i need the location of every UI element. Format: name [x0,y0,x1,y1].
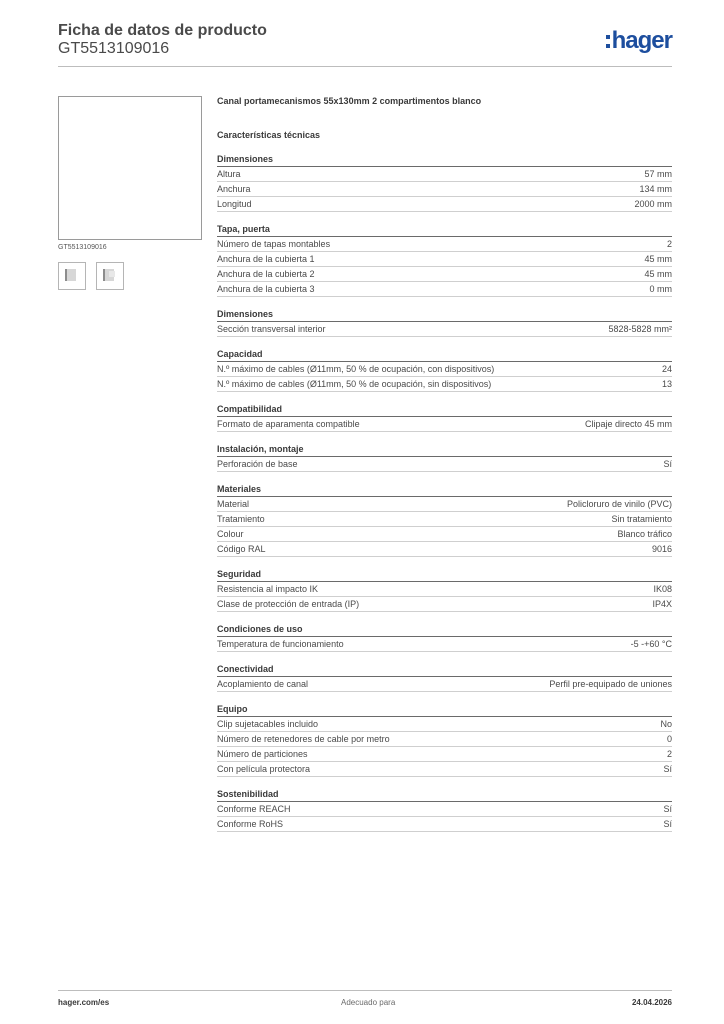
spec-value: 2 [666,239,672,249]
image-caption: GT5513109016 [58,244,107,251]
spec-section [217,623,672,652]
spec-section [217,483,672,557]
spec-label: Sección transversal interior [217,324,326,334]
spec-label: Acoplamiento de canal [217,679,309,689]
spec-value: No [660,719,672,729]
spec-label: Código RAL [217,544,266,554]
spec-label: Anchura de la cubierta 2 [217,269,315,279]
spec-label: Conforme RoHS [217,819,284,829]
spec-label: Clase de protección de entrada (IP) [217,599,360,609]
spec-label: Altura [217,169,241,179]
spec-value: 0 [666,734,672,744]
spec-row [217,762,672,777]
spec-row [217,677,672,692]
section-title: Dimensiones [217,308,672,322]
spec-content [217,94,672,832]
footer-website[interactable]: hager.com/es [58,998,110,1007]
spec-label: Número de tapas montables [217,239,331,249]
spec-value: Sí [663,459,672,469]
section-title: Conectividad [217,663,672,677]
spec-value: 9016 [651,544,672,554]
spec-label: Longitud [217,199,252,209]
spec-label: N.º máximo de cables (Ø11mm, 50 % de ocupación, con dispositivos) [217,364,495,374]
product-thumbnail-icon[interactable] [58,262,86,290]
spec-value: Perfil pre-equipado de uniones [549,679,672,689]
spec-value: 57 mm [644,169,672,179]
spec-label: Número de particiones [217,749,308,759]
footer-date: 24.04.2026 [631,998,672,1007]
spec-label: Anchura de la cubierta 1 [217,254,315,264]
spec-section [217,403,672,432]
spec-value: 13 [661,379,672,389]
product-code: GT5513109016 [58,40,170,57]
spec-label: Material [217,499,250,509]
spec-row [217,802,672,817]
spec-label: Colour [217,529,244,539]
section-title: Sostenibilidad [217,788,672,802]
spec-row [217,377,672,392]
spec-label: Formato de aparamenta compatible [217,419,360,429]
spec-row [217,497,672,512]
spec-row [217,542,672,557]
product-image [58,96,202,240]
spec-value: Sí [663,764,672,774]
spec-value: Blanco tráfico [617,529,672,539]
spec-section [217,153,672,212]
spec-row [217,717,672,732]
spec-value: Sí [663,804,672,814]
section-title: Capacidad [217,348,672,362]
spec-label: Tratamiento [217,514,265,524]
section-title: Instalación, montaje [217,443,672,457]
spec-row [217,527,672,542]
spec-label: Con película protectora [217,764,311,774]
spec-value: 5828-5828 mm² [608,324,672,334]
spec-label: Clip sujetacables incluido [217,719,319,729]
spec-value: 0 mm [649,284,672,294]
spec-label: Anchura de la cubierta 3 [217,284,315,294]
spec-value: 2 [666,749,672,759]
spec-value: IK08 [653,584,672,594]
spec-value: 24 [661,364,672,374]
spec-value: 134 mm [639,184,672,194]
section-title: Compatibilidad [217,403,672,417]
page-header [58,22,678,58]
spec-row [217,582,672,597]
section-title: Equipo [217,703,672,717]
spec-row [217,817,672,832]
spec-row [217,322,672,337]
spec-label: Número de retenedores de cable por metro [217,734,390,744]
spec-label: Anchura [217,184,251,194]
spec-row [217,182,672,197]
hager-logo [606,28,672,54]
section-title: Tapa, puerta [217,223,672,237]
section-title: Materiales [217,483,672,497]
spec-row [217,197,672,212]
spec-row [217,282,672,297]
spec-section [217,348,672,392]
technical-characteristics-title: Características técnicas [217,130,321,140]
spec-row [217,237,672,252]
spec-value: Clipaje directo 45 mm [584,419,672,429]
spec-value: Policloruro de vinilo (PVC) [566,499,672,509]
spec-section [217,443,672,472]
spec-value: 45 mm [644,254,672,264]
spec-section [217,703,672,777]
spec-value: 2000 mm [634,199,672,209]
spec-row [217,747,672,762]
spec-value: Sin tratamiento [611,514,672,524]
spec-row [217,167,672,182]
spec-row [217,732,672,747]
spec-value: -5 -+60 °C [630,639,672,649]
footer-divider [58,990,672,991]
spec-row [217,457,672,472]
logo-dots-icon [606,35,610,49]
spec-label: Temperatura de funcionamiento [217,639,344,649]
spec-row [217,597,672,612]
spec-label: N.º máximo de cables (Ø11mm, 50 % de ocupación, sin dispositivos) [217,379,492,389]
spec-row [217,637,672,652]
header-divider [58,66,672,67]
spec-label: Resistencia al impacto IK [217,584,319,594]
section-title: Dimensiones [217,153,672,167]
spec-value: IP4X [652,599,672,609]
spec-value: Sí [663,819,672,829]
spec-section [217,788,672,832]
spec-sections [217,153,672,832]
document-title: Ficha de datos de producto [58,22,267,39]
product-name: Canal portamecanismos 55x130mm 2 compartimentos blanco [217,96,482,106]
spec-section [217,568,672,612]
spec-value: 45 mm [644,269,672,279]
spec-label: Conforme REACH [217,804,291,814]
spec-section [217,663,672,692]
spec-label: Perforación de base [217,459,298,469]
spec-row [217,362,672,377]
spec-row [217,267,672,282]
spec-section [217,223,672,297]
product-thumbnail-icon[interactable] [96,262,124,290]
spec-section [217,308,672,337]
section-title: Condiciones de uso [217,623,672,637]
footer-center-text: Adecuado para [341,998,396,1007]
section-title: Seguridad [217,568,672,582]
spec-row [217,252,672,267]
spec-row [217,512,672,527]
logo-text: hager [611,27,672,54]
spec-row [217,417,672,432]
